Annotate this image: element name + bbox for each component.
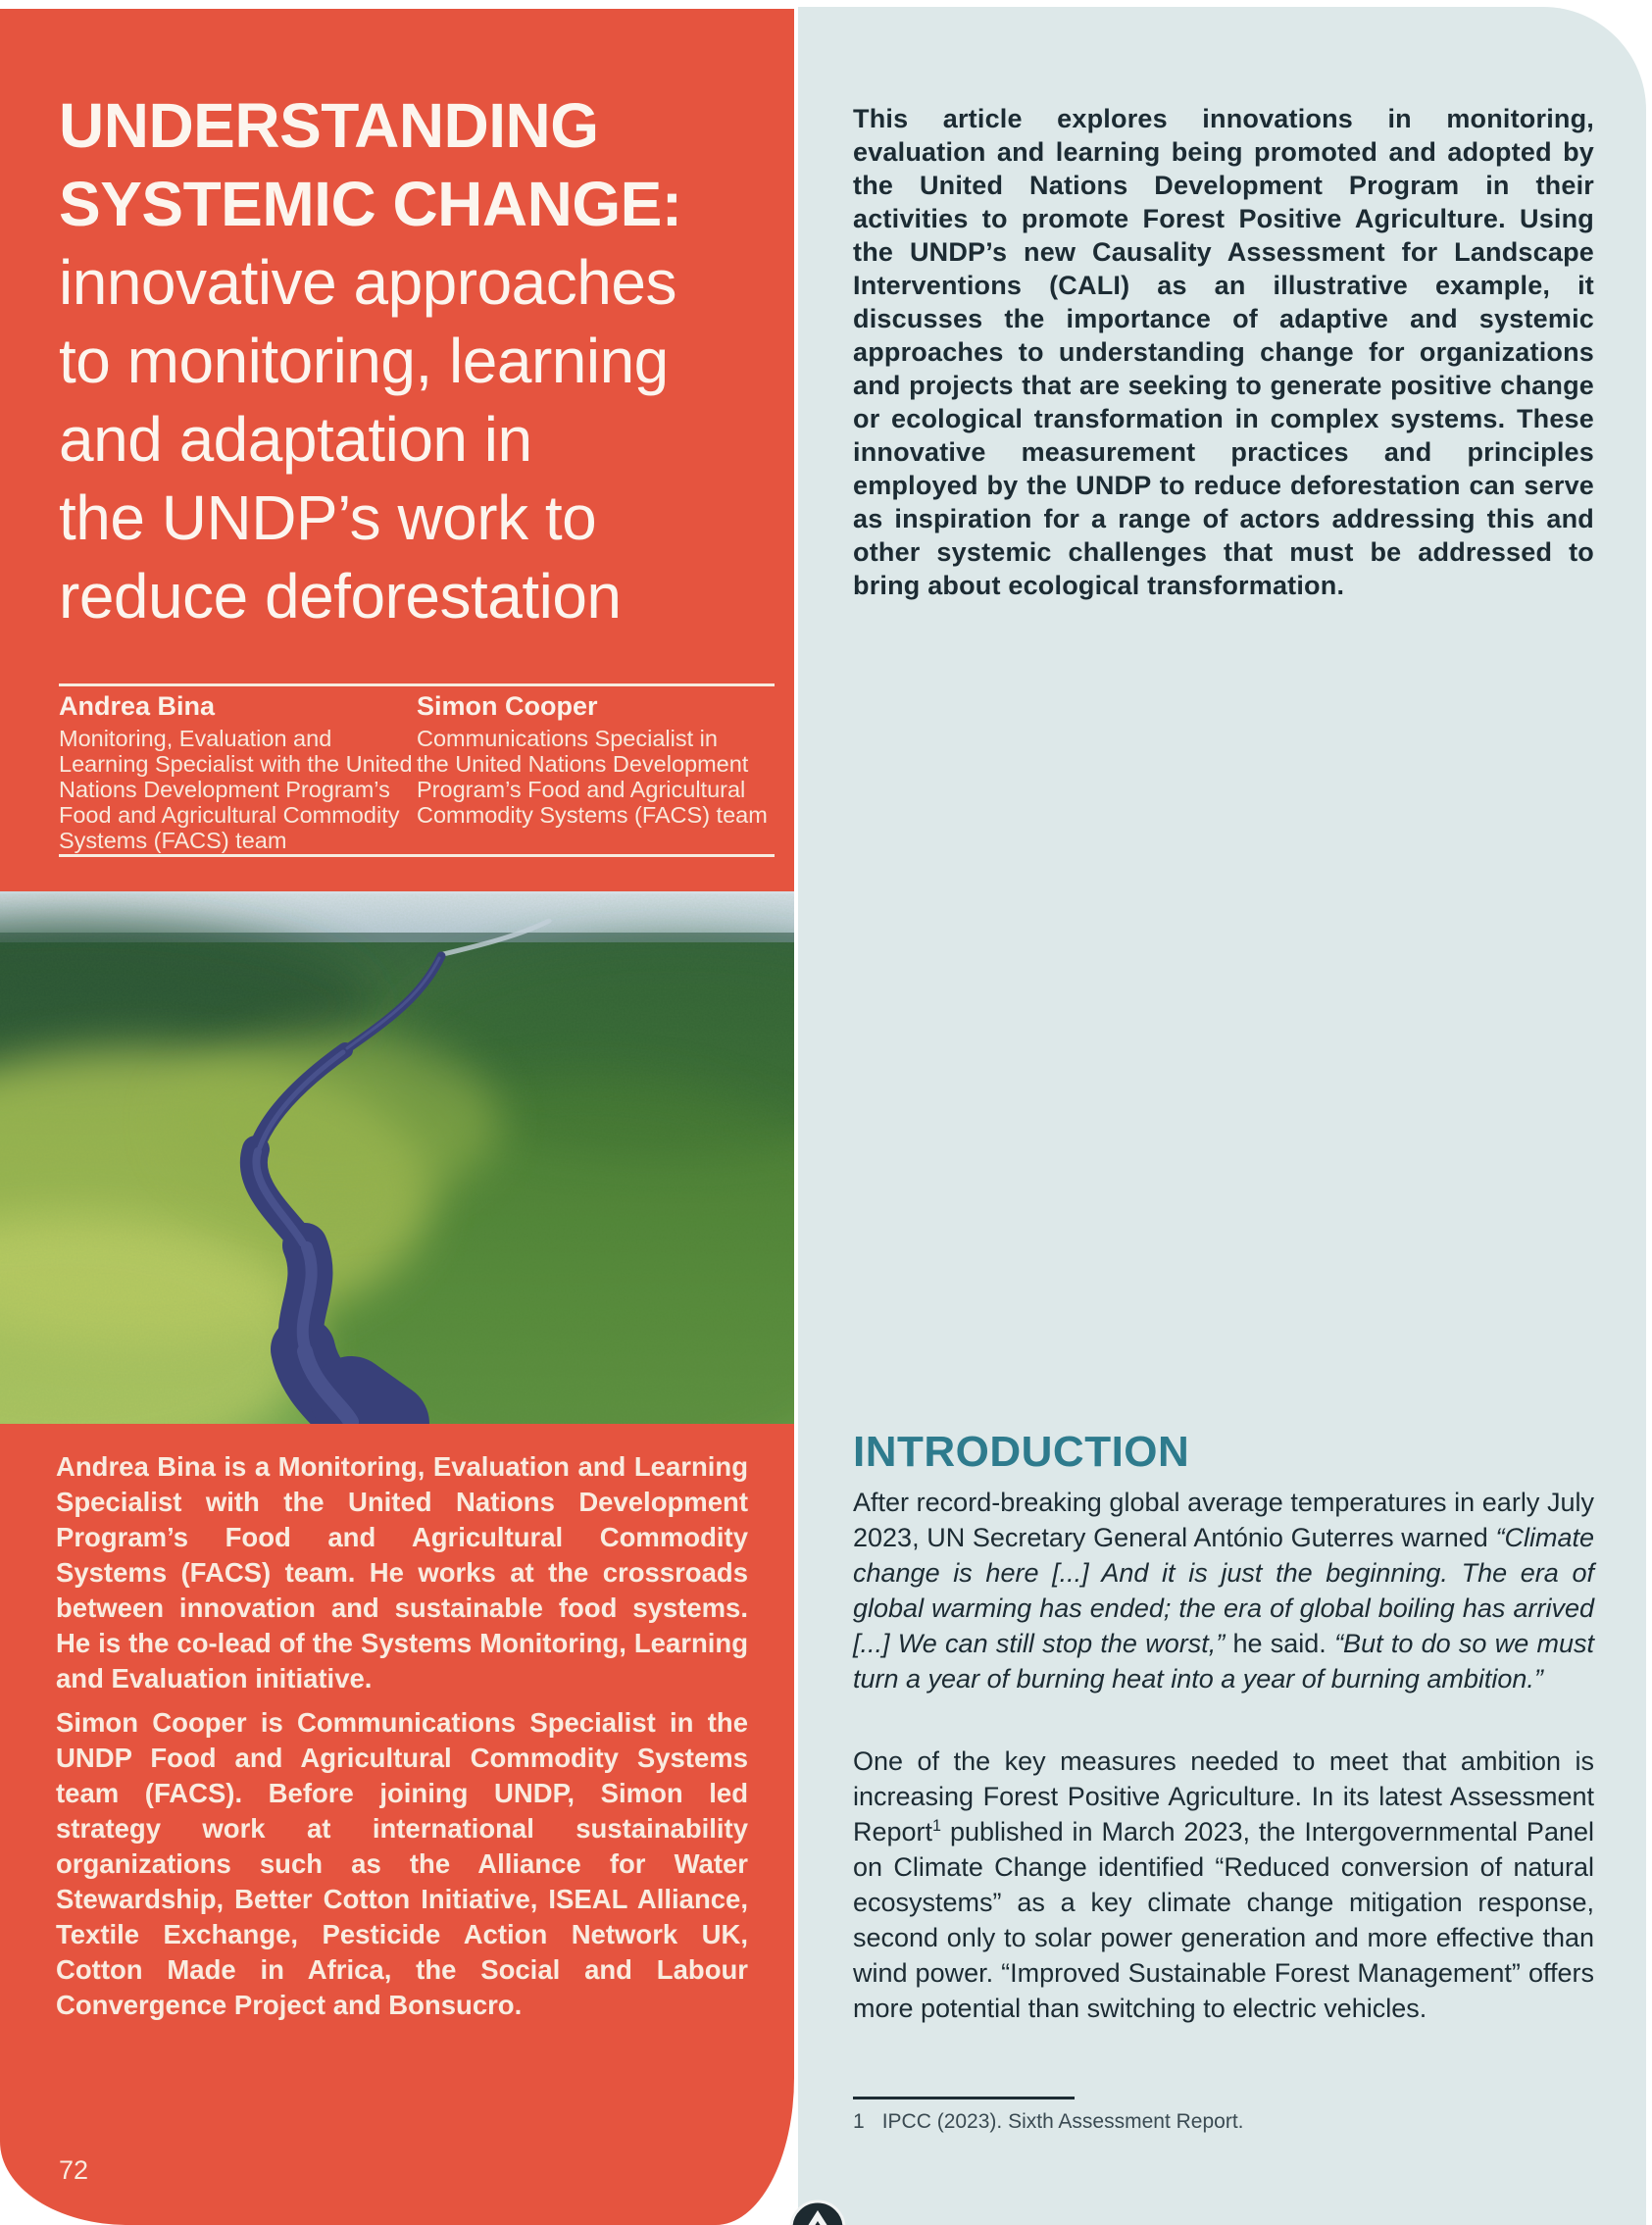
introduction-paragraph-2: One of the key measures needed to meet that ambition is increasing Forest Positive Agriculture. In its latest Assessment Report$^1$ published in March 2023, the Intergovernmental Panel on Climate Change identified “Reduced conversion of natural ecosystems” as a key climate change mitigation response, second only to solar power generation and more effective than wind power. “Improved Sustainable Forest Management” offers more potential than switching to electric vehicles. — [853, 1746, 1594, 2023]
article-title — [59, 86, 761, 635]
author-role-line: Food and Agricultural Commodity — [59, 802, 400, 828]
author-simon-cooper — [417, 690, 775, 853]
author-name: Simon Cooper — [417, 691, 598, 721]
subtitle-line: to monitoring, learning — [59, 326, 669, 396]
author-role-line: Communications Specialist in — [417, 726, 718, 751]
divider — [59, 683, 775, 686]
title-line: SYSTEMIC CHANGE: — [59, 169, 682, 239]
footnote — [853, 2110, 1539, 2134]
subtitle-line: and adaptation in — [59, 404, 532, 475]
subtitle-line: innovative approaches — [59, 247, 676, 318]
introduction-paragraph-1: After record-breaking global average temperatures in early July 2023, UN Secretary General António Guterres warned “Climate change is here [...] And it is just the beginning. The era of global warming has ended; the era of global boiling has arrived [...] We can still stop the worst,” he said. “But to do so we must turn a year of burning heat into a year of burning ambition.” — [853, 1488, 1594, 1694]
title-line: UNDERSTANDING — [59, 90, 599, 161]
author-role-line: Learning Specialist with the United — [59, 751, 413, 777]
subtitle-line: the UNDP’s work to — [59, 482, 597, 553]
author-bio-block — [56, 1449, 748, 2032]
author-role-line: Monitoring, Evaluation and — [59, 726, 332, 751]
author-role-line: Nations Development Program’s — [59, 777, 390, 802]
author-role-line: the United Nations Development — [417, 751, 749, 777]
author-role-line: Program’s Food and Agricultural — [417, 777, 746, 802]
footnote-rule — [853, 2097, 1075, 2099]
author-andrea-bina — [59, 690, 417, 853]
abstract-paragraph: This article explores innovations in monitoring, evaluation and learning being promoted and adopted by the United Nations Development Program in their activities to promote Forest Positive Agriculture. Using the UNDP’s new Causality Assessment for Landscape Interventions (CALI) as an illustrative example, it discusses the importance of adaptive and systemic approaches to understanding change for organizations and projects that are seeking to generate positive change or ecological transformation in complex systems. These innovative measurement practices and principles employed by the UNDP to reduce deforestation can serve as inspiration for a range of actors addressing this and other systemic challenges that must be addressed to bring about ecological transformation. — [853, 104, 1594, 600]
page-number: 72 — [59, 2155, 89, 2185]
author-name: Andrea Bina — [59, 691, 216, 721]
author-role-line: Commodity Systems (FACS) team — [417, 802, 768, 828]
subtitle-line: reduce deforestation — [59, 561, 622, 632]
bio-paragraph: Simon Cooper is Communications Specialist in the UNDP Food and Agricultural Commodity Systems team (FACS). Before joining UNDP, Simon led strategy work at international sustainability organizations such as the Alliance for Water Stewardship, Better Cotton Initiative, ISEAL Alliance, Textile Exchange, Pesticide Action Network UK, Cotton Made in Africa, the Social and Labour Convergence Project and Bonsucro. — [56, 1707, 748, 2020]
author-block — [59, 690, 784, 853]
footnote-text: IPCC (2023). Sixth Assessment Report. — [881, 2110, 1244, 2133]
footnote-number: 1 — [853, 2110, 865, 2133]
divider — [59, 854, 775, 857]
publisher-logo-badge — [788, 2199, 847, 2225]
aerial-rainforest-photo — [0, 891, 794, 1424]
author-role-line: Systems (FACS) team — [59, 828, 287, 853]
section-heading-introduction: INTRODUCTION — [853, 1428, 1190, 1476]
bio-paragraph: Andrea Bina is a Monitoring, Evaluation and Learning Specialist with the United Nations Development Program’s Food and Agricultural Commodity Systems (FACS) team. He works at the crossroads between innovation and sustainable food systems. He is the co-lead of the Systems Monitoring, Learning and Evaluation initiative. — [56, 1451, 748, 1694]
